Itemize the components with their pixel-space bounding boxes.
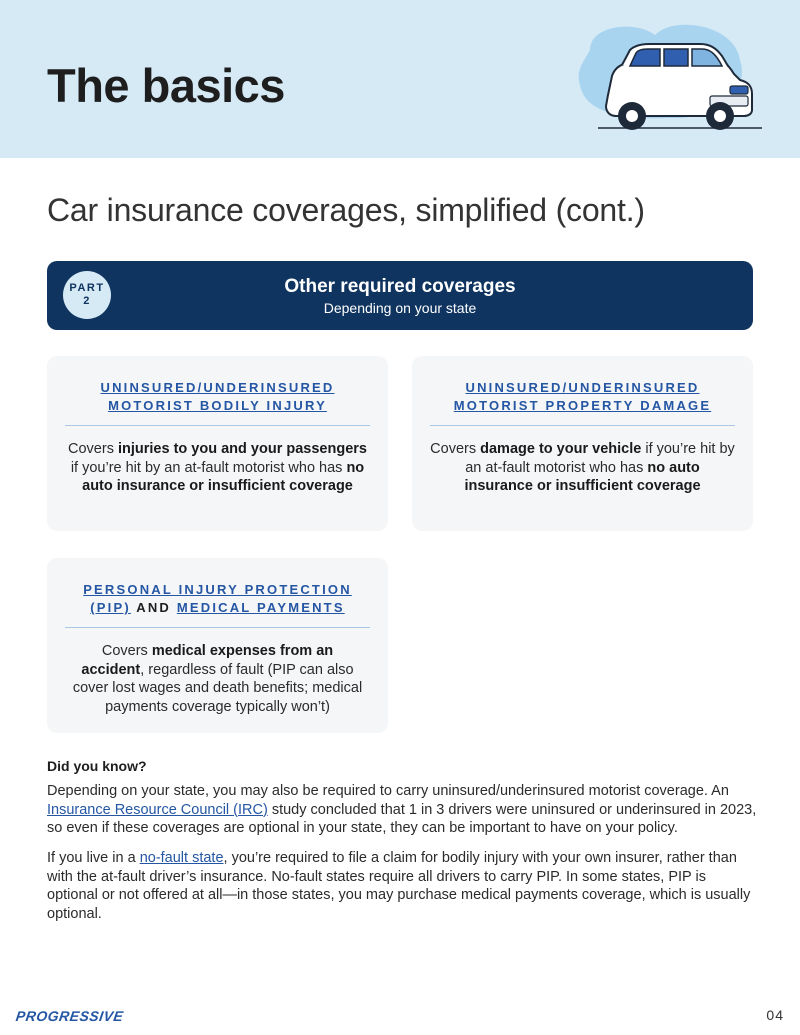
progressive-logo: PROGRESSIVE	[14, 1008, 125, 1024]
card-body	[69, 642, 366, 716]
card-title-line[interactable]: UNINSURED/UNDERINSURED	[465, 380, 700, 395]
card-title-line[interactable]: MOTORIST PROPERTY DAMAGE	[453, 398, 712, 413]
body-text: if you’re hit by an at-fault motorist who has	[465, 441, 735, 476]
card-title-line[interactable]: UNINSURED/UNDERINSURED	[100, 380, 335, 395]
pip-link[interactable]: (PIP)	[90, 600, 131, 615]
banner-title: Other required coverages	[284, 276, 516, 297]
part-label: PART	[69, 282, 105, 294]
body-text: Covers	[101, 643, 152, 659]
coverage-banner	[47, 261, 753, 330]
body-bold: no auto insurance or insufficient coverage	[82, 459, 365, 494]
card-body	[430, 440, 735, 496]
card-divider	[430, 425, 735, 426]
did-you-know-heading: Did you know?	[47, 758, 147, 774]
para-text: If you live in a	[47, 850, 140, 866]
para-text: , you’re required to file a claim for bodily injury with your own insurer, rather than with the at-fault driver’s insurance. No-fault states require all drivers to carry PIP. In some states, PIP is optional or not offered at all—in those states, you may purchase medical payments coverage, which is usually optional.	[47, 850, 751, 922]
banner-subtitle: Depending on your state	[323, 300, 477, 316]
section-subtitle: Car insurance coverages, simplified (cont.)	[47, 192, 645, 228]
did-you-know-paragraph-2	[47, 849, 757, 923]
card-title[interactable]	[430, 379, 735, 415]
page-title: The basics	[47, 59, 285, 112]
page-header	[0, 0, 800, 158]
card-divider	[65, 425, 370, 426]
no-fault-state-link[interactable]: no-fault state	[139, 850, 224, 866]
did-you-know-paragraph-1	[47, 782, 757, 838]
body-text: if you’re hit by an at-fault motorist who has	[70, 459, 347, 476]
coverage-card-bodily-injury	[47, 356, 388, 531]
body-bold: damage to your vehicle	[480, 441, 642, 457]
para-text: Depending on your state, you may also be required to carry uninsured/underinsured motorist coverage. An	[47, 783, 729, 799]
coverage-card-property-damage	[412, 356, 753, 531]
coverage-card-pip	[47, 558, 388, 733]
card-title[interactable]	[65, 379, 370, 415]
title-and: AND	[136, 600, 172, 615]
car-illustration	[560, 20, 770, 138]
irc-link[interactable]: Insurance Resource Council (IRC)	[47, 801, 268, 818]
body-text: Covers	[68, 441, 118, 457]
para-text: study concluded that 1 in 3 drivers were uninsured or underinsured in 2023, so even if these coverages are optional in your state, they can be important to have on your policy.	[47, 801, 757, 836]
body-bold: no auto insurance or insufficient coverage	[464, 459, 701, 494]
card-title-line[interactable]: MOTORIST BODILY INJURY	[108, 398, 327, 413]
body-text: Covers	[430, 441, 481, 457]
body-bold: injuries to you and your passengers	[117, 441, 367, 457]
card-title	[65, 581, 370, 617]
card-divider	[65, 627, 370, 628]
body-text: , regardless of fault (PIP can also cover lost wages and death benefits; medical payments coverage typically won’t)	[72, 661, 363, 715]
medical-payments-link[interactable]: MEDICAL PAYMENTS	[176, 600, 345, 615]
page-number: 04	[766, 1007, 784, 1023]
part-number: 2	[83, 295, 91, 307]
body-bold: medical expenses from an accident	[81, 643, 334, 678]
card-body	[65, 440, 370, 496]
pip-link[interactable]: PERSONAL INJURY PROTECTION	[83, 582, 352, 597]
